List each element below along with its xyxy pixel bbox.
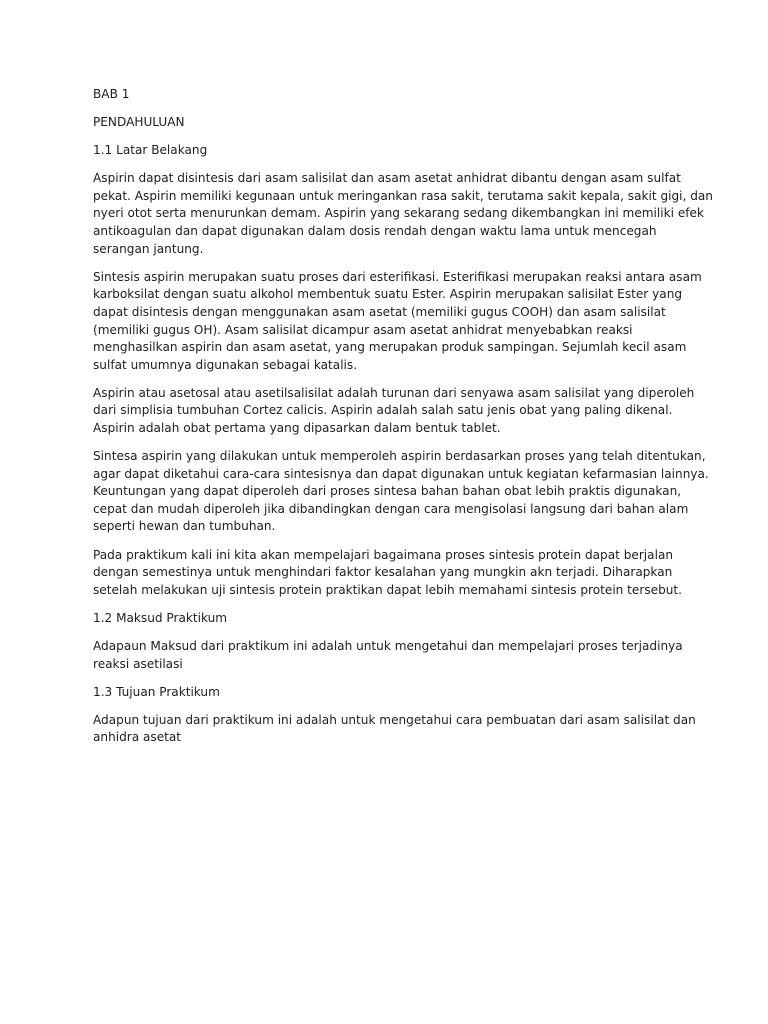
paragraph-line: Aspirin dapat disintesis dari asam salisilat dan asam asetat anhidrat dibantu dengan asam sulfat [93,171,681,186]
paragraph-line: karboksilat dengan suatu alkohol membentuk suatu Ester. Aspirin merupakan salisilat Ester yang [93,287,683,302]
paragraph-line: Aspirin adalah obat pertama yang dipasarkan dalam bentuk tablet. [93,421,501,435]
paragraph-line: setelah melakukan uji sintesis protein praktikan dapat lebih memahami sintesis protein tersebut. [93,582,683,597]
paragraph-4 [93,448,709,536]
paragraph-line: dapat disintesis dengan menggunakan asam asetat (memiliki gugus COOH) dan asam salisilat [93,304,666,319]
document-page [93,86,713,757]
section-heading-tujuan: 1.3 Tujuan Praktikum [93,684,220,699]
paragraph-line: antikoagulan dan dapat digunakan dalam dosis rendah dengan waktu lama untuk mencegah [93,224,657,239]
paragraph-line: Sintesis aspirin merupakan suatu proses dari esterifikasi. Esterifikasi merupakan reaksi antara asam [93,269,702,284]
paragraph-line: serangan jantung. [93,241,204,256]
paragraph-line: seperti hewan dan tumbuhan. [93,519,276,534]
chapter-title: PENDAHULUAN [93,115,185,130]
paragraph-line: Aspirin atau asetosal atau asetilsalisilat adalah turunan dari senyawa asam salisilat yang diperoleh [93,385,695,400]
paragraph-line: Pada praktikum kali ini kita akan mempelajari bagaimana proses sintesis protein dapat berjalan [93,547,674,562]
paragraph-line: pekat. Aspirin memiliki kegunaan untuk meringankan rasa sakit, terutama sakit kepala, sakit gigi, dan [93,188,713,203]
paragraph-1 [93,170,713,258]
paragraph-line: agar dapat diketahui cara-cara sintesisnya dan dapat digunakan untuk kegiatan kefarmasian lainnya. [93,466,709,481]
chapter-number: BAB 1 [93,87,130,101]
paragraph-7 [93,712,696,747]
paragraph-line: nyeri otot serta menurunkan demam. Aspirin yang sekarang sedang dikembangkan ini memiliki efek [93,206,704,221]
paragraph-line: dengan semestinya untuk menghindari faktor kesalahan yang mungkin akn terjadi. Diharapkan [93,565,673,580]
paragraph-line: anhidra asetat [93,730,182,745]
paragraph-line: (memiliki gugus OH). Asam salisilat dicampur asam asetat anhidrat menyebabkan reaksi [93,322,633,337]
paragraph-line: sulfat umumnya digunakan sebagai katalis. [93,357,358,372]
paragraph-line: Adapun tujuan dari praktikum ini adalah untuk mengetahui cara pembuatan dari asam salisilat dan [93,712,696,727]
paragraph-2 [93,269,702,375]
section-heading-maksud: 1.2 Maksud Praktikum [93,610,228,625]
paragraph-line: dari simplisia tumbuhan Cortez calicis. Aspirin adalah salah satu jenis obat yang paling dikenal. [93,403,673,418]
paragraph-line: menghasilkan aspirin dan asam asetat, yang merupakan produk sampingan. Sejumlah kecil asam [93,340,687,355]
paragraph-line: reaksi asetilasi [93,656,183,671]
paragraph-3 [93,385,695,438]
paragraph-5 [93,547,683,600]
paragraph-line: Adapaun Maksud dari praktikum ini adalah untuk mengetahui dan mempelajari proses terjadinya [93,638,683,653]
paragraph-6 [93,638,683,673]
paragraph-line: cepat dan mudah diperoleh jika dibandingkan dengan cara mengisolasi langsung dari bahan alam [93,501,689,516]
paragraph-line: Keuntungan yang dapat diperoleh dari proses sintesa bahan bahan obat lebih praktis digunakan, [93,484,682,499]
section-heading-latar-belakang: 1.1 Latar Belakang [93,143,208,158]
paragraph-line: Sintesa aspirin yang dilakukan untuk memperoleh aspirin berdasarkan proses yang telah ditentukan, [93,449,706,464]
